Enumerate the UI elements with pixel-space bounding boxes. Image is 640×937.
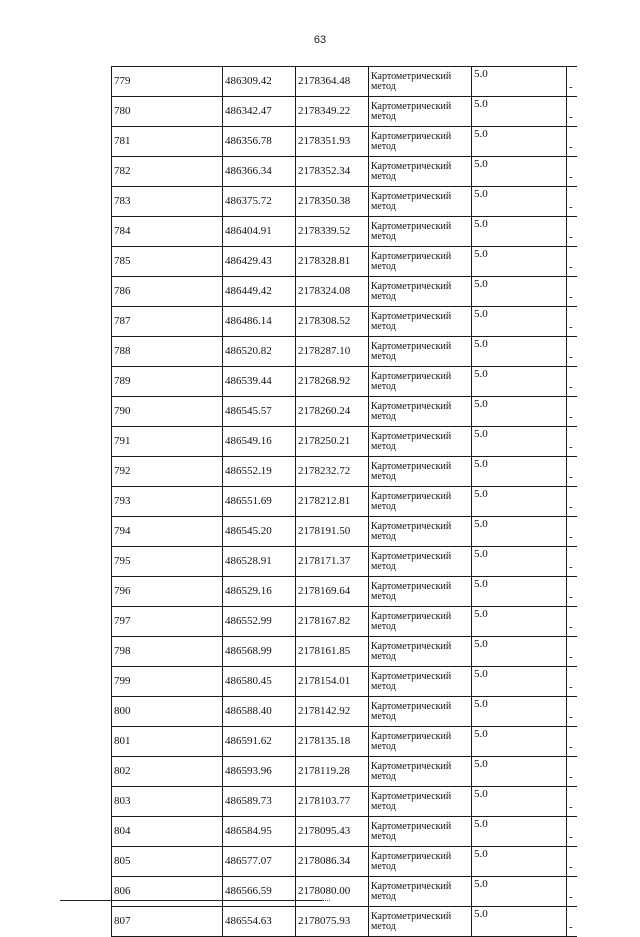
method-line-2: метод (371, 111, 396, 122)
method-line-2: метод (371, 201, 396, 212)
accuracy-cell: 5.0 (472, 427, 567, 457)
y-coordinate-cell: 2178350.38 (296, 187, 369, 217)
accuracy-cell: 5.0 (472, 127, 567, 157)
accuracy-cell: 5.0 (472, 277, 567, 307)
method-line-2: метод (371, 441, 396, 452)
table-row (112, 67, 578, 97)
dash-cell: - (567, 457, 578, 487)
point-number-cell: 797 (112, 607, 223, 637)
y-coordinate-cell: 2178167.82 (296, 607, 369, 637)
method-line-2: метод (371, 741, 396, 752)
y-coordinate-cell: 2178260.24 (296, 397, 369, 427)
method-line-2: метод (371, 291, 396, 302)
point-number-cell: 792 (112, 457, 223, 487)
method-line-1: Картометрический (371, 311, 452, 322)
method-line-2: метод (371, 561, 396, 572)
accuracy-cell: 5.0 (472, 337, 567, 367)
dash-cell: - (567, 187, 578, 217)
y-coordinate-cell: 2178169.64 (296, 577, 369, 607)
method-line-2: метод (371, 681, 396, 692)
accuracy-cell: 5.0 (472, 607, 567, 637)
y-coordinate-cell: 2178080.00 (296, 877, 369, 907)
accuracy-cell: 5.0 (472, 847, 567, 877)
point-number-cell: 791 (112, 427, 223, 457)
method-line-1: Картометрический (371, 401, 452, 412)
method-line-1: Картометрический (371, 371, 452, 382)
accuracy-cell: 5.0 (472, 217, 567, 247)
y-coordinate-cell: 2178191.50 (296, 517, 369, 547)
dash-cell: - (567, 907, 578, 937)
point-number-cell: 805 (112, 847, 223, 877)
y-coordinate-cell: 2178364.48 (296, 67, 369, 97)
table-row (112, 157, 578, 187)
table-row (112, 277, 578, 307)
table-row (112, 337, 578, 367)
y-coordinate-cell: 2178232.72 (296, 457, 369, 487)
dash-cell: - (567, 877, 578, 907)
method-line-1: Картометрический (371, 851, 452, 862)
accuracy-cell: 5.0 (472, 157, 567, 187)
method-line-1: Картометрический (371, 491, 452, 502)
x-coordinate-cell: 486449.42 (223, 277, 296, 307)
method-cell (369, 427, 472, 457)
accuracy-cell: 5.0 (472, 97, 567, 127)
method-line-1: Картометрический (371, 191, 452, 202)
dash-cell: - (567, 157, 578, 187)
method-cell (369, 337, 472, 367)
x-coordinate-cell: 486549.16 (223, 427, 296, 457)
dash-cell: - (567, 577, 578, 607)
y-coordinate-cell: 2178212.81 (296, 487, 369, 517)
y-coordinate-cell: 2178135.18 (296, 727, 369, 757)
method-line-1: Картометрический (371, 701, 452, 712)
method-cell (369, 877, 472, 907)
table-row (112, 847, 578, 877)
point-number-cell: 787 (112, 307, 223, 337)
method-cell (369, 607, 472, 637)
y-coordinate-cell: 2178328.81 (296, 247, 369, 277)
method-line-1: Картометрический (371, 341, 452, 352)
method-line-2: метод (371, 471, 396, 482)
method-cell (369, 847, 472, 877)
method-line-2: метод (371, 261, 396, 272)
table-row (112, 787, 578, 817)
method-cell (369, 697, 472, 727)
footer-rule-dots (322, 900, 330, 901)
point-number-cell: 804 (112, 817, 223, 847)
y-coordinate-cell: 2178268.92 (296, 367, 369, 397)
method-cell (369, 757, 472, 787)
accuracy-cell: 5.0 (472, 67, 567, 97)
method-line-1: Картометрический (371, 551, 452, 562)
x-coordinate-cell: 486356.78 (223, 127, 296, 157)
dash-cell: - (567, 667, 578, 697)
accuracy-cell: 5.0 (472, 817, 567, 847)
method-cell (369, 517, 472, 547)
x-coordinate-cell: 486529.16 (223, 577, 296, 607)
x-coordinate-cell: 486566.59 (223, 877, 296, 907)
y-coordinate-cell: 2178103.77 (296, 787, 369, 817)
accuracy-cell: 5.0 (472, 397, 567, 427)
x-coordinate-cell: 486552.19 (223, 457, 296, 487)
dash-cell: - (567, 97, 578, 127)
accuracy-cell: 5.0 (472, 667, 567, 697)
method-line-2: метод (371, 621, 396, 632)
method-cell (369, 487, 472, 517)
table-row (112, 127, 578, 157)
y-coordinate-cell: 2178352.34 (296, 157, 369, 187)
point-number-cell: 802 (112, 757, 223, 787)
method-line-1: Картометрический (371, 731, 452, 742)
x-coordinate-cell: 486584.95 (223, 817, 296, 847)
method-cell (369, 97, 472, 127)
x-coordinate-cell: 486591.62 (223, 727, 296, 757)
method-cell (369, 307, 472, 337)
table-row (112, 547, 578, 577)
method-cell (369, 67, 472, 97)
method-line-2: метод (371, 651, 396, 662)
accuracy-cell: 5.0 (472, 517, 567, 547)
x-coordinate-cell: 486375.72 (223, 187, 296, 217)
table-row (112, 727, 578, 757)
method-cell (369, 127, 472, 157)
x-coordinate-cell: 486551.69 (223, 487, 296, 517)
point-number-cell: 807 (112, 907, 223, 937)
method-line-1: Картометрический (371, 581, 452, 592)
dash-cell: - (567, 637, 578, 667)
method-line-2: метод (371, 321, 396, 332)
x-coordinate-cell: 486554.63 (223, 907, 296, 937)
accuracy-cell: 5.0 (472, 877, 567, 907)
point-number-cell: 806 (112, 877, 223, 907)
coordinates-table (111, 66, 577, 937)
point-number-cell: 779 (112, 67, 223, 97)
x-coordinate-cell: 486545.20 (223, 517, 296, 547)
dash-cell: - (567, 697, 578, 727)
accuracy-cell: 5.0 (472, 757, 567, 787)
table-row (112, 637, 578, 667)
table-row (112, 187, 578, 217)
method-line-2: метод (371, 501, 396, 512)
x-coordinate-cell: 486577.07 (223, 847, 296, 877)
dash-cell: - (567, 217, 578, 247)
x-coordinate-cell: 486309.42 (223, 67, 296, 97)
method-line-1: Картометрический (371, 71, 452, 82)
method-cell (369, 907, 472, 937)
x-coordinate-cell: 486528.91 (223, 547, 296, 577)
table-row (112, 517, 578, 547)
dash-cell: - (567, 517, 578, 547)
method-line-2: метод (371, 711, 396, 722)
method-cell (369, 637, 472, 667)
table-row (112, 667, 578, 697)
method-line-1: Картометрический (371, 671, 452, 682)
method-line-1: Картометрический (371, 881, 452, 892)
point-number-cell: 803 (112, 787, 223, 817)
table-row (112, 397, 578, 427)
dash-cell: - (567, 427, 578, 457)
point-number-cell: 795 (112, 547, 223, 577)
y-coordinate-cell: 2178171.37 (296, 547, 369, 577)
method-cell (369, 547, 472, 577)
table-row (112, 577, 578, 607)
dash-cell: - (567, 757, 578, 787)
accuracy-cell: 5.0 (472, 577, 567, 607)
method-cell (369, 187, 472, 217)
point-number-cell: 784 (112, 217, 223, 247)
method-cell (369, 277, 472, 307)
dash-cell: - (567, 487, 578, 517)
y-coordinate-cell: 2178095.43 (296, 817, 369, 847)
table-row (112, 757, 578, 787)
method-line-1: Картометрический (371, 791, 452, 802)
method-line-2: метод (371, 231, 396, 242)
dash-cell: - (567, 337, 578, 367)
y-coordinate-cell: 2178339.52 (296, 217, 369, 247)
dash-cell: - (567, 607, 578, 637)
dash-cell: - (567, 127, 578, 157)
y-coordinate-cell: 2178086.34 (296, 847, 369, 877)
table-row (112, 487, 578, 517)
method-cell (369, 397, 472, 427)
x-coordinate-cell: 486342.47 (223, 97, 296, 127)
method-cell (369, 247, 472, 277)
table-row (112, 607, 578, 637)
point-number-cell: 782 (112, 157, 223, 187)
method-line-1: Картометрический (371, 821, 452, 832)
y-coordinate-cell: 2178308.52 (296, 307, 369, 337)
method-line-1: Картометрический (371, 611, 452, 622)
method-line-1: Картометрический (371, 131, 452, 142)
accuracy-cell: 5.0 (472, 727, 567, 757)
dash-cell: - (567, 847, 578, 877)
method-line-1: Картометрический (371, 161, 452, 172)
accuracy-cell: 5.0 (472, 307, 567, 337)
method-line-2: метод (371, 771, 396, 782)
y-coordinate-cell: 2178287.10 (296, 337, 369, 367)
dash-cell: - (567, 727, 578, 757)
point-number-cell: 793 (112, 487, 223, 517)
method-line-1: Картометрический (371, 251, 452, 262)
x-coordinate-cell: 486366.34 (223, 157, 296, 187)
page-number: 63 (313, 34, 327, 46)
x-coordinate-cell: 486568.99 (223, 637, 296, 667)
point-number-cell: 783 (112, 187, 223, 217)
y-coordinate-cell: 2178075.93 (296, 907, 369, 937)
method-cell (369, 667, 472, 697)
method-line-2: метод (371, 831, 396, 842)
point-number-cell: 796 (112, 577, 223, 607)
point-number-cell: 789 (112, 367, 223, 397)
accuracy-cell: 5.0 (472, 697, 567, 727)
point-number-cell: 794 (112, 517, 223, 547)
table-row (112, 817, 578, 847)
table-row (112, 907, 578, 937)
method-line-2: метод (371, 801, 396, 812)
x-coordinate-cell: 486539.44 (223, 367, 296, 397)
x-coordinate-cell: 486588.40 (223, 697, 296, 727)
method-line-1: Картометрический (371, 911, 452, 922)
y-coordinate-cell: 2178142.92 (296, 697, 369, 727)
method-line-2: метод (371, 531, 396, 542)
method-cell (369, 217, 472, 247)
y-coordinate-cell: 2178154.01 (296, 667, 369, 697)
point-number-cell: 780 (112, 97, 223, 127)
point-number-cell: 785 (112, 247, 223, 277)
method-line-2: метод (371, 921, 396, 932)
x-coordinate-cell: 486552.99 (223, 607, 296, 637)
point-number-cell: 790 (112, 397, 223, 427)
accuracy-cell: 5.0 (472, 547, 567, 577)
method-cell (369, 817, 472, 847)
coordinates-table-body (112, 67, 578, 937)
x-coordinate-cell: 486404.91 (223, 217, 296, 247)
method-line-1: Картометрический (371, 431, 452, 442)
point-number-cell: 781 (112, 127, 223, 157)
method-line-2: метод (371, 891, 396, 902)
table-row (112, 97, 578, 127)
accuracy-cell: 5.0 (472, 187, 567, 217)
method-cell (369, 367, 472, 397)
table-row (112, 307, 578, 337)
point-number-cell: 800 (112, 697, 223, 727)
dash-cell: - (567, 787, 578, 817)
method-cell (369, 727, 472, 757)
point-number-cell: 786 (112, 277, 223, 307)
table-row (112, 217, 578, 247)
y-coordinate-cell: 2178161.85 (296, 637, 369, 667)
method-cell (369, 787, 472, 817)
method-line-2: метод (371, 81, 396, 92)
accuracy-cell: 5.0 (472, 787, 567, 817)
table-row (112, 427, 578, 457)
dash-cell: - (567, 67, 578, 97)
point-number-cell: 799 (112, 667, 223, 697)
method-cell (369, 457, 472, 487)
x-coordinate-cell: 486580.45 (223, 667, 296, 697)
method-cell (369, 157, 472, 187)
method-line-1: Картометрический (371, 761, 452, 772)
accuracy-cell: 5.0 (472, 907, 567, 937)
accuracy-cell: 5.0 (472, 637, 567, 667)
method-line-1: Картометрический (371, 221, 452, 232)
dash-cell: - (567, 397, 578, 427)
y-coordinate-cell: 2178349.22 (296, 97, 369, 127)
table-row (112, 457, 578, 487)
method-line-1: Картометрический (371, 461, 452, 472)
x-coordinate-cell: 486429.43 (223, 247, 296, 277)
point-number-cell: 788 (112, 337, 223, 367)
table-row (112, 697, 578, 727)
method-line-2: метод (371, 381, 396, 392)
method-line-2: метод (371, 411, 396, 422)
table-row (112, 877, 578, 907)
method-line-2: метод (371, 861, 396, 872)
x-coordinate-cell: 486589.73 (223, 787, 296, 817)
footer-rule (60, 900, 322, 901)
method-line-1: Картометрический (371, 641, 452, 652)
x-coordinate-cell: 486486.14 (223, 307, 296, 337)
y-coordinate-cell: 2178250.21 (296, 427, 369, 457)
method-line-1: Картометрический (371, 281, 452, 292)
method-line-2: метод (371, 141, 396, 152)
point-number-cell: 801 (112, 727, 223, 757)
dash-cell: - (567, 307, 578, 337)
dash-cell: - (567, 817, 578, 847)
accuracy-cell: 5.0 (472, 367, 567, 397)
accuracy-cell: 5.0 (472, 247, 567, 277)
y-coordinate-cell: 2178324.08 (296, 277, 369, 307)
table-row (112, 367, 578, 397)
method-cell (369, 577, 472, 607)
x-coordinate-cell: 486593.96 (223, 757, 296, 787)
dash-cell: - (567, 547, 578, 577)
y-coordinate-cell: 2178119.28 (296, 757, 369, 787)
accuracy-cell: 5.0 (472, 457, 567, 487)
accuracy-cell: 5.0 (472, 487, 567, 517)
table-row (112, 247, 578, 277)
dash-cell: - (567, 367, 578, 397)
method-line-1: Картометрический (371, 521, 452, 532)
y-coordinate-cell: 2178351.93 (296, 127, 369, 157)
method-line-1: Картометрический (371, 101, 452, 112)
x-coordinate-cell: 486545.57 (223, 397, 296, 427)
dash-cell: - (567, 277, 578, 307)
dash-cell: - (567, 247, 578, 277)
method-line-2: метод (371, 591, 396, 602)
point-number-cell: 798 (112, 637, 223, 667)
method-line-2: метод (371, 351, 396, 362)
x-coordinate-cell: 486520.82 (223, 337, 296, 367)
method-line-2: метод (371, 171, 396, 182)
